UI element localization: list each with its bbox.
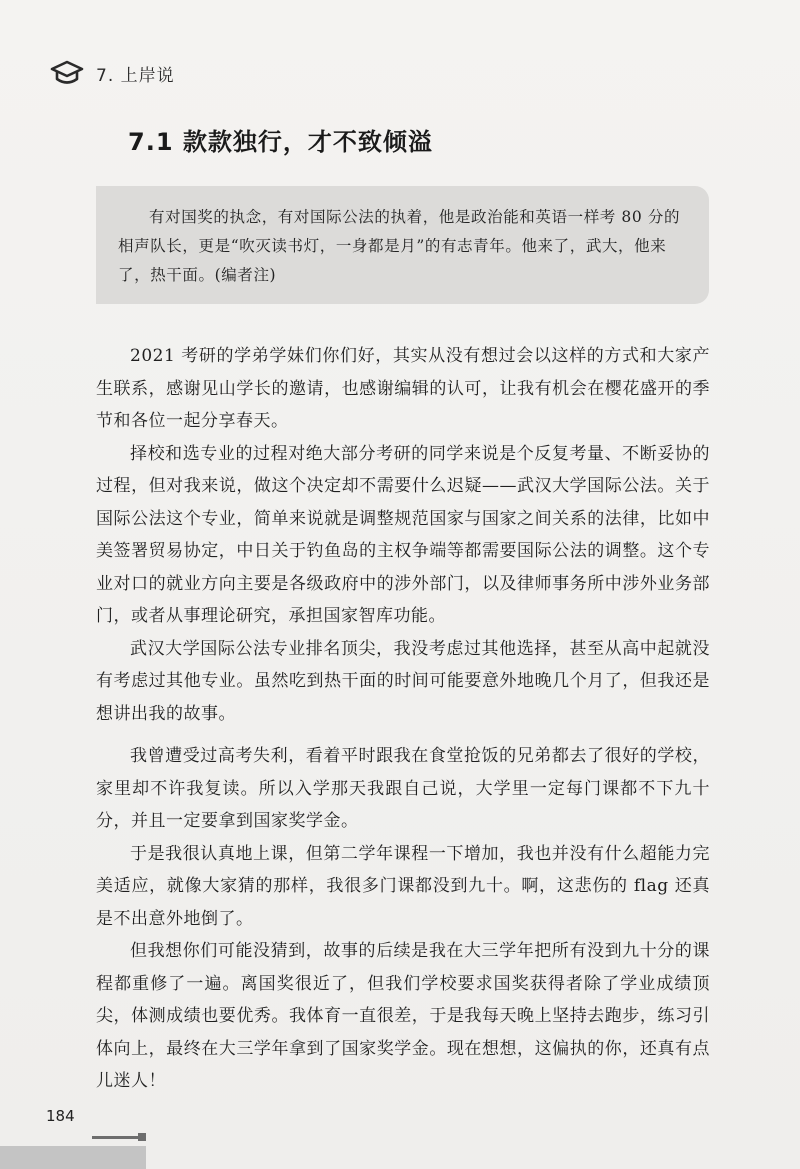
footer-rule <box>92 1136 140 1139</box>
footer-bar <box>0 1146 146 1169</box>
paragraph: 2021 考研的学弟学妹们你们好，其实从没有想过会以这样的方式和大家产生联系，感谢见山学长的邀请，也感谢编辑的认可，让我有机会在樱花盛开的季节和各位一起分享春天。 <box>96 346 710 431</box>
body-block-2 <box>96 740 710 1098</box>
chapter-title: 7. 上岸说 <box>96 65 175 86</box>
paragraph: 武汉大学国际公法专业排名顶尖，我没考虑过其他选择，甚至从高中起就没有考虑过其他专业。虽然吃到热干面的时间可能要意外地晚几个月了，但我还是想讲出我的故事。 <box>96 638 710 724</box>
section-title: 7.1 款款独行，才不致倾溢 <box>128 128 433 156</box>
paragraph: 我曾遭受过高考失利，看着平时跟我在食堂抢饭的兄弟都去了很好的学校，家里却不许我复读。所以入学那天我跟自己说，大学里一定每门课都不下九十分，并且一定要拿到国家奖学金。 <box>96 746 710 831</box>
editor-note-text: 有对国奖的执念，有对国际公法的执着，他是政治能和英语一样考 80 分的相声队长，更是“吹灭读书灯，一身都是月”的有志青年。他来了，武大，他来了，热干面。(编者注) <box>118 208 681 284</box>
paragraph: 择校和选专业的过程对绝大部分考研的同学来说是个反复考量、不断妥协的过程，但对我来说，做这个决定却不需要什么迟疑——武汉大学国际公法。关于国际公法这个专业，简单来说就是调整规范国家与国家之间关系的法律，比如中美签署贸易协定，中日关于钓鱼岛的主权争端等都需要国际公法的调整。这个专业对口的就业方向主要是各级政府中的涉外部门，以及律师事务所中涉外业务部门，或者从事理论研究，承担国家智库功能。 <box>96 443 710 626</box>
chapter-header <box>50 58 175 88</box>
paragraph: 于是我很认真地上课，但第二学年课程一下增加，我也并没有什么超能力完美适应，就像大家猜的那样，我很多门课都没到九十。啊，这悲伤的 flag 还真是不出意外地倒了。 <box>96 843 710 929</box>
paragraph: 但我想你们可能没猜到，故事的后续是我在大三学年把所有没到九十分的课程都重修了一遍。离国奖很近了，但我们学校要求国奖获得者除了学业成绩顶尖，体测成绩也要优秀。我体育一直很差，于是我每天晚上坚持去跑步，练习引体向上，最终在大三学年拿到了国家奖学金。现在想想，这偏执的你，还真有点儿迷人！ <box>96 941 710 1091</box>
page-number: 184 <box>46 1107 75 1125</box>
footer-marker <box>138 1133 146 1141</box>
editor-note-box <box>96 186 709 304</box>
body-block-1 <box>96 340 710 730</box>
graduation-cap-icon <box>50 59 84 87</box>
